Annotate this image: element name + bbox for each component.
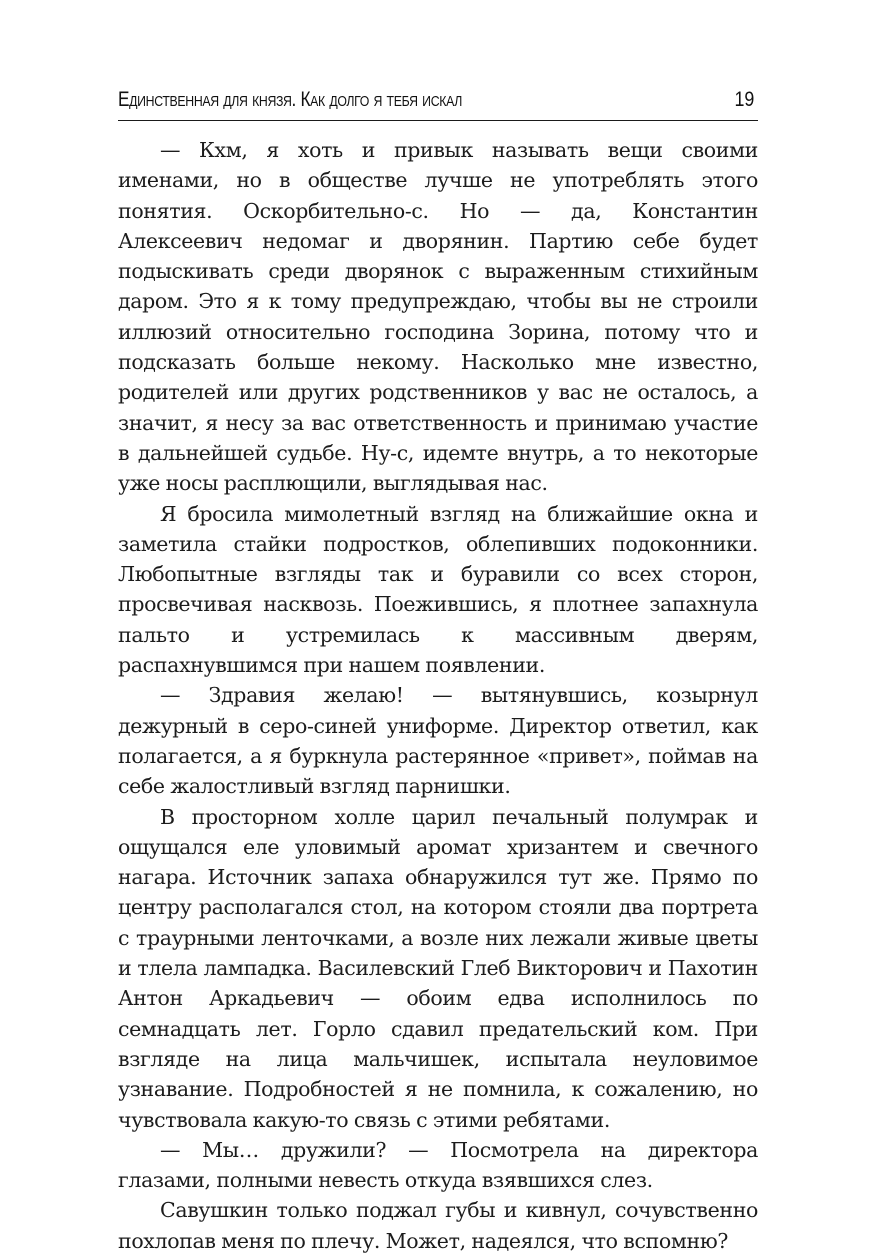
paragraph: Я бросила мимолетный взгляд на ближайшие окна и заметила стайки подростков, облепивших подоконники. Любопытные взгляды так и буравили со всех сторон, просвечивая насквозь. Поежившись, я плотнее запахнула пальто и устремилась к массивным дверям, распахнувшимся при нашем появлении. [118, 501, 758, 678]
paragraph: — Мы… дружили? — Посмотрела на директора глазами, полными невесть откуда взявшихся слез. [118, 1137, 758, 1193]
paragraph: — Кхм, я хоть и привык называть вещи своими именами, но в обществе лучше не употреблять этого понятия. Оскорбительно-с. Но — да, Константин Алексеевич недомаг и дворянин. Партию себе будет подыскивать среди дворянок с выраженным стихийным даром. Это я к тому предупреждаю, чтобы вы не строили иллюзий относительно господина Зорина, потому что и подсказать больше некому. Насколько мне известно, родителей или других родственников у вас не осталось, а значит, я несу за вас ответственность и принимаю участие в дальнейшей судьбе. Ну-с, идемте внутрь, а то некоторые уже носы расплющили, выглядывая нас. [118, 138, 758, 496]
paragraph: В просторном холле царил печальный полумрак и ощущался еле уловимый аромат хризантем и свечного нагара. Источник запаха обнаружился тут же. Прямо по центру располагался стол, на котором стояли два портрета с траурными ленточками, а возле них лежали живые цветы и тлела лампадка. Василевский Глеб Викторович и Пахотин Антон Аркадьевич — обоим едва исполнилось по семнадцать лет. Горло сдавил предательский ком. При взгляде на лица мальчишек, испытала неуловимое узнавание. Подробностей я не помнила, к сожалению, но чувствовала какую-то связь с этими ребятами. [118, 804, 758, 1132]
running-header [118, 84, 758, 121]
paragraph: Савушкин только поджал губы и кивнул, сочувственно похлопав меня по плечу. Может, надеялся, что вспомню? [118, 1198, 758, 1253]
page-number: 19 [734, 88, 754, 111]
body-text [118, 135, 758, 1256]
paragraph: — Здравия желаю! — вытянувшись, козырнул дежурный в серо-синей униформе. Директор ответил, как полагается, а я буркнула растерянное «привет», поймав на себе жалостливый взгляд парнишки. [118, 683, 758, 799]
book-title: Единственная для князя. Как долго я тебя искал [118, 88, 462, 111]
